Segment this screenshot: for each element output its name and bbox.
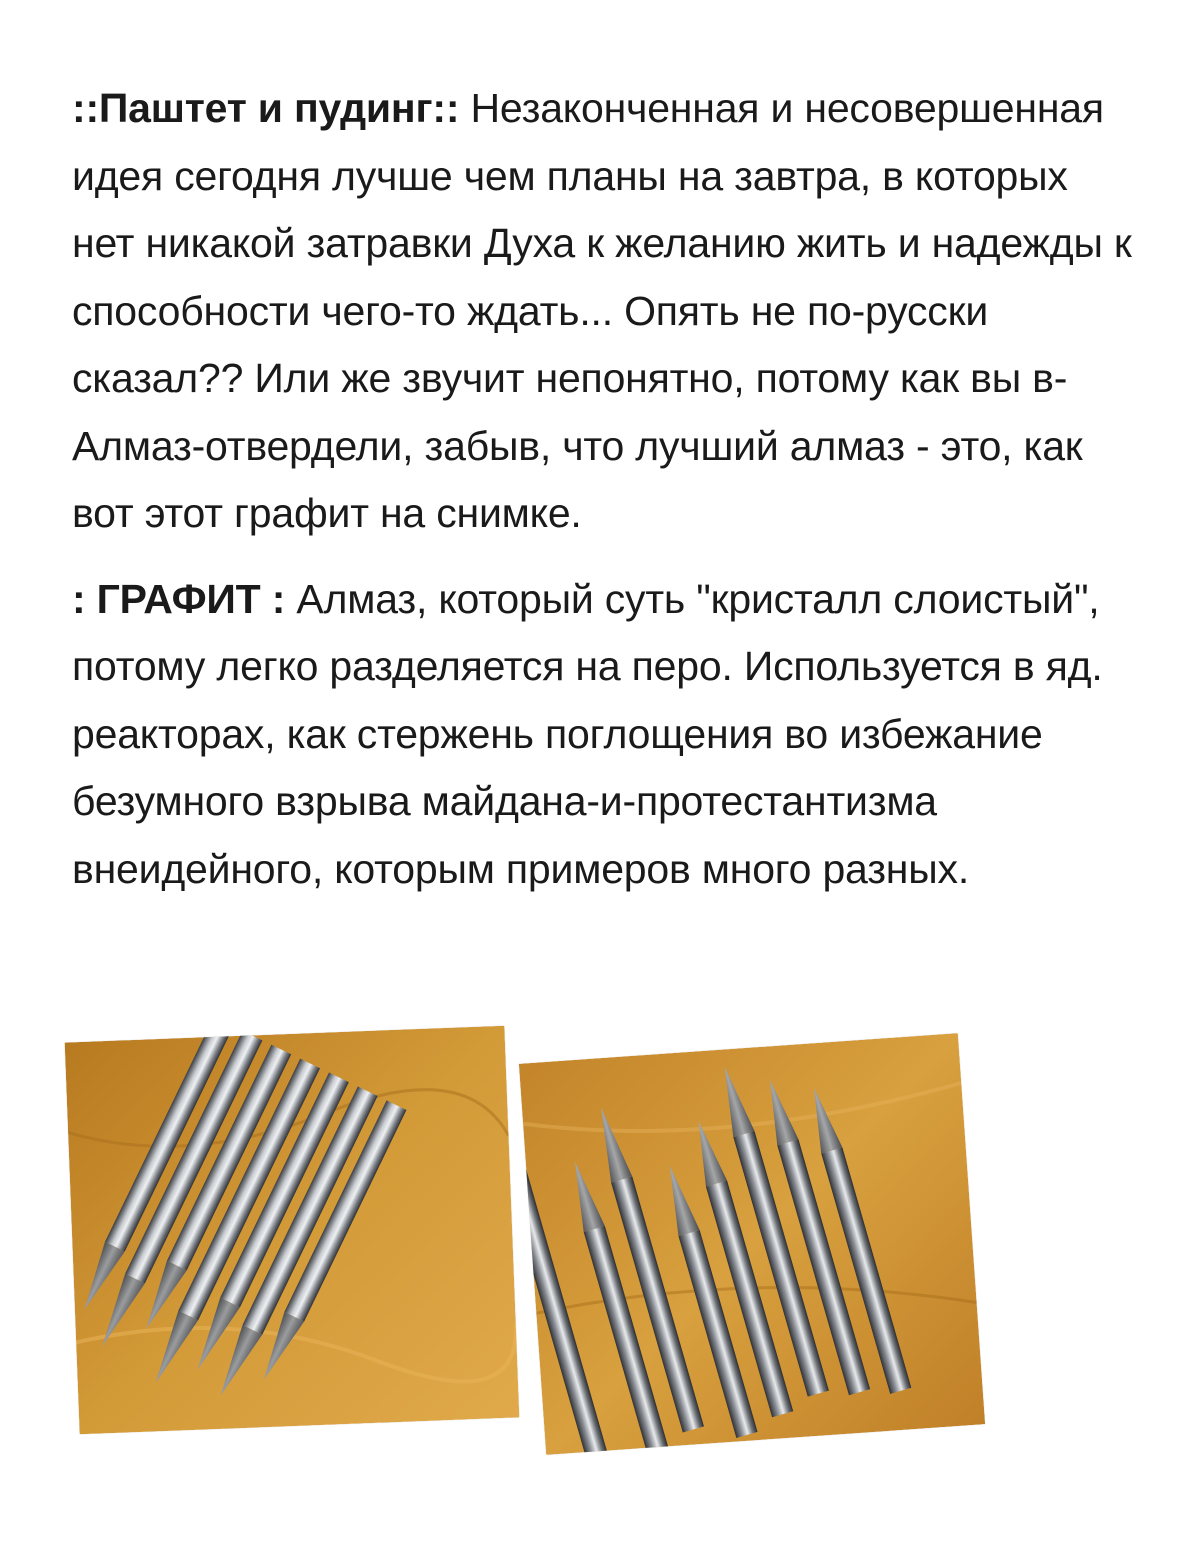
paragraph-grafit	[72, 566, 1132, 904]
photo-collage	[60, 1020, 1180, 1480]
paragraph-heading: : ГРАФИТ :	[72, 575, 286, 622]
paragraph-text: Алмаз, который суть "кристалл слоистый", потому легко разделяется на перо. Используется в яд. реакторах, как стержень поглощения во избежание безумного взрыва майдана-и-протестантизма внеидейного, которым примеров много разных.	[72, 575, 1103, 892]
paragraph-text: Незаконченная и несовершенная идея сегодня лучше чем планы на завтра, в которых нет никакой затравки Духа к желанию жить и надежды к способности чего-то ждать... Опять не по-русски сказал?? Или же звучит непонятно, потому как вы в-Алмаз-отвердели, забыв, что лучший алмаз - это, как вот этот графит на снимке.	[72, 85, 1132, 536]
paragraph-pashtet	[72, 75, 1132, 548]
paragraph-heading: ::Паштет и пудинг::	[72, 85, 460, 131]
pencils-photo-right	[519, 1033, 985, 1455]
article-body	[72, 75, 1132, 921]
pencils-photo-left	[65, 1026, 520, 1435]
